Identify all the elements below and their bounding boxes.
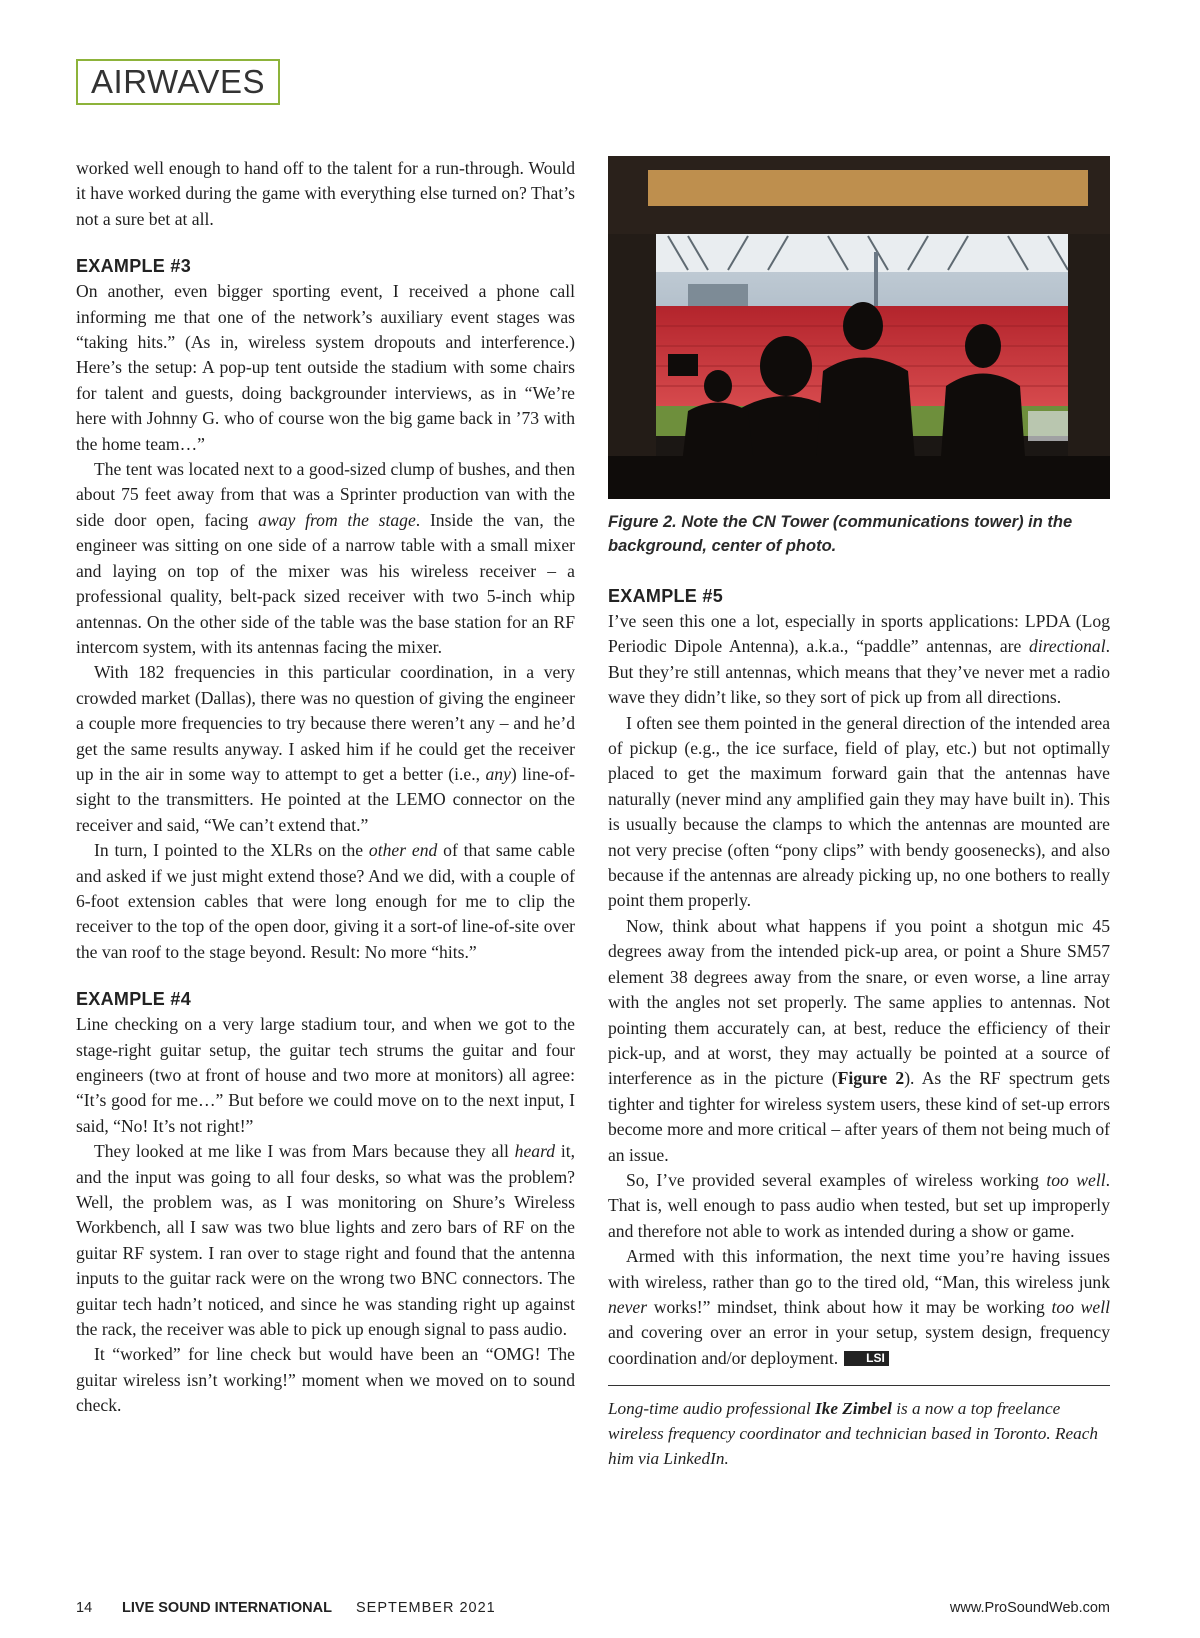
section-title: AIRWAVES: [76, 59, 280, 105]
example-3-paragraph: The tent was located next to a good-sized clump of bushes, and then about 75 feet away from that was a Sprinter production van with the side door open, facing away from the stage. Inside the van, the engineer was sitting on one side of a narrow table with a small mixer and laying on top of the mixer was his wireless receiver – a professional quality, belt-pack sized receiver with two 5-inch whip antennas. On the other side of the table was the base station for an RF intercom system, with its antennas facing the mixer.: [76, 459, 575, 657]
example-4-heading: EXAMPLE #4: [76, 989, 192, 1010]
example-5-paragraph: So, I’ve provided several examples of wireless working too well. That is, well enough to pass audio when tested, but set up improperly and therefore not able to work as intended during a show or game.: [608, 1169, 1110, 1241]
magazine-name: LIVE SOUND INTERNATIONAL: [122, 1600, 332, 1616]
figure-2-photo: [608, 156, 1110, 499]
example-5-heading: EXAMPLE #5: [608, 586, 724, 606]
example-3-paragraph: In turn, I pointed to the XLRs on the other end of that same cable and asked if we just might extend those? And we did, with a couple of 6-foot extension cables that were long enough for me to clip the receiver to the top of the open door, giving it a sort-of line-of-site over the van roof to the stage beyond. Result: No more “hits.”: [76, 840, 575, 962]
example-5-paragraph: I’ve seen this one a lot, especially in sports applications: LPDA (Log Periodic Dipole Antenna), a.k.a., “paddle” antennas, are directional. But they’re still antennas, which means that they’ve never met a radio wave they didn’t like, so they sort of pick up from all directions.: [608, 611, 1110, 708]
stadium-booth-illustration: [608, 156, 1110, 499]
example-3-paragraph: With 182 frequencies in this particular coordination, in a very crowded market (Dallas), there was no question of giving the engineer a couple more frequencies to try because there weren’t any – and he’d get the same results anyway. I asked him if he could get the receiver up in the air in some way to attempt to get a better (i.e., any) line-of-sight to the transmitters. He pointed at the LEMO connector on the receiver and said, “We can’t extend that.”: [76, 662, 576, 835]
end-of-article-badge: LSI: [844, 1351, 889, 1366]
figure-caption: Figure 2. Note the CN Tower (communications tower) in the background, center of photo.: [608, 513, 1073, 555]
bio-divider: [608, 1385, 1110, 1386]
page-number: 14: [76, 1600, 93, 1616]
author-bio: Long-time audio professional Ike Zimbel is a now a top freelance wireless frequency coordinator and technician based in Toronto. Reach him via LinkedIn.: [608, 1399, 1098, 1469]
example-5-paragraph: Now, think about what happens if you point a shotgun mic 45 degrees away from the intended pick-up area, or point a Shure SM57 element 38 degrees away from the snare, or even worse, a line array with the angles not set properly. The same applies to antennas. Not pointing them accurately can, at best, reduce the efficiency of their pick-up, and at worst, they may actually be pointed at a source of interference as in the picture (Figure 2). As the RF spectrum gets tighter and tighter for wireless system users, these kind of set-up errors become more and more critical – after years of them not being much of an issue.: [608, 915, 1110, 1165]
page-footer: [76, 1600, 1110, 1620]
example-3-paragraph: On another, even bigger sporting event, I received a phone call informing me that one of the network’s auxiliary event stages was “taking hits.” (As in, wireless system dropouts and interference.) Here’s the setup: A pop-up tent outside the stadium with some chairs for talent and guests, doing backgrounder interviews, as in “We’re here with Johnny G. who of course won the big game back in ’73 with the home team…”: [76, 281, 575, 454]
website-link[interactable]: www.ProSoundWeb.com: [949, 1600, 1110, 1616]
example-3-heading: EXAMPLE #3: [76, 256, 192, 277]
example-5-paragraph: Armed with this information, the next time you’re having issues with wireless, rather than go to the tired old, “Man, this wireless junk never works!” mindset, think about how it may be working too well and covering over an error in your setup, system design, frequency coordination and/or deployment. LSI: [608, 1246, 1110, 1368]
example-5-paragraph: I often see them pointed in the general direction of the intended area of pickup (e.g., the ice surface, field of play, etc.) but not optimally placed to get the maximum forward gain that the antennas have naturally (never mind any amplified gain they may have built in). This is usually because the clamps to which the antennas are mounted are not very precise (often “pony clips” with bendy goosenecks), and also because if the antennas are already picking up, no one bothers to really point them properly.: [608, 712, 1110, 911]
example-4-paragraph: It “worked” for line check but would have been an “OMG! The guitar wireless isn’t working!” moment when we moved on to sound check.: [76, 1344, 575, 1416]
left-column: [76, 156, 575, 1419]
example-4-paragraph: They looked at me like I was from Mars because they all heard it, and the input was going to all four desks, so what was the problem? Well, the problem was, as I was monitoring on Shure’s Wireless Workbench, all I saw was two blue lights and zero bars of RF on the guitar RF system. I ran over to stage right and found that the antenna inputs to the guitar rack were on the wrong two BNC connectors. The guitar tech hadn’t noticed, and since he was standing right up against the rack, the receiver was able to pick up enough signal to pass audio.: [76, 1141, 575, 1340]
issue-date: SEPTEMBER 2021: [356, 1600, 496, 1616]
right-column: [608, 156, 1110, 1471]
intro-paragraph: worked well enough to hand off to the talent for a run-through. Would it have worked during the game with everything else turned on? That’s not a sure bet at all.: [76, 158, 575, 229]
example-4-paragraph: Line checking on a very large stadium tour, and when we got to the stage-right guitar setup, the guitar tech strums the guitar and four engineers (two at front of house and two more at monitors) all agree: “It’s good for me…” But before we could move on to the next input, I said, “No! It’s not right!”: [76, 1014, 575, 1136]
